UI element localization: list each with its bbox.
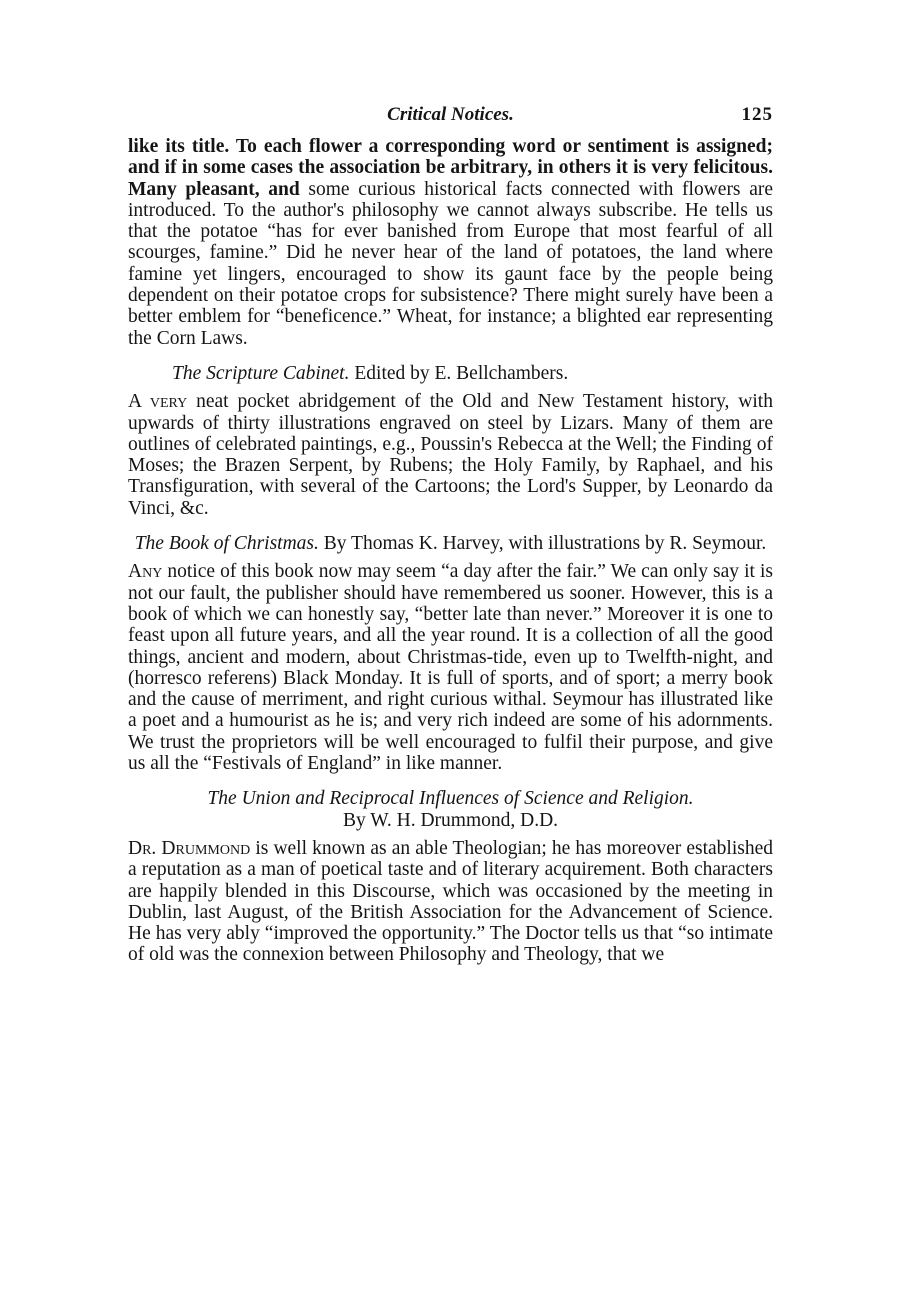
union-science-religion-body bbox=[128, 838, 773, 966]
book-of-christmas-byline: By Thomas K. Harvey, with illustrations by R. Seymour. bbox=[318, 533, 767, 555]
running-header bbox=[128, 100, 773, 136]
scripture-cabinet-editor: Edited by E. Bellchambers. bbox=[349, 362, 569, 384]
book-of-christmas-opening-word: Any bbox=[128, 561, 163, 583]
scripture-cabinet-text: neat pocket abridgement of the Old and New Testament history, with upwards of thirty illustrations engraved on steel by Lizars. Many of them are outlines of celebrated paintings, e.g., Poussin's Rebecca at the Well; the Finding of Moses; the Brazen Serpent, by Rubens; the Holy Family, by Raphael, and his Transfiguration, with several of the Cartoons; the Lord's Supper, by Leonardo da Vinci, &c. bbox=[128, 391, 773, 519]
book-of-christmas-title: The Book of Christmas. bbox=[134, 533, 319, 555]
union-science-religion-text: is well known as an able Theologian; he has moreover established a reputation as a man of poetical taste and of literary acquirement. Both characters are happily blended in this Discourse, which was occasioned by the meeting in Dublin, last August, of the British Association for the Advancement of Science. He has very ably “improved the opportunity.” The Doctor tells us that “so intimate of old was the connexion between Philosophy and Theology, that we bbox=[128, 837, 773, 966]
scripture-cabinet-heading bbox=[128, 363, 773, 384]
page bbox=[128, 100, 773, 966]
page-number: 125 bbox=[741, 104, 773, 125]
union-science-religion-heading bbox=[128, 788, 773, 831]
book-of-christmas-heading bbox=[128, 533, 773, 554]
running-title: Critical Notices. bbox=[387, 104, 514, 125]
union-science-religion-byline: By W. H. Drummond, D.D. bbox=[342, 809, 559, 831]
flowers-notice-body bbox=[128, 136, 773, 349]
book-of-christmas-body bbox=[128, 561, 773, 774]
union-science-religion-opening-word: Dr. Drummond bbox=[128, 837, 251, 859]
scripture-cabinet-title: The Scripture Cabinet. bbox=[172, 362, 350, 384]
flowers-notice-text: some curious historical facts connected with flowers are introduced. To the author's philosophy we cannot always subscribe. He tells us that the potatoe “has for ever banished from Europe that most fearful of all scourges, famine.” Did he never hear of the land of potatoes, the land where famine yet lingers, encouraged to show its gaunt face by the people being dependent on their potatoe crops for subsistence? There might surely have been a better emblem for “beneficence.” Wheat, for instance; a blighted ear representing the Corn Laws. bbox=[128, 178, 773, 349]
flowers-notice-bold-run: like its title. To each flower a corresponding word or sentiment is assigned; and if in some cases the association be arbitrary, in others it is very felicitous. Many pleasant, and bbox=[128, 136, 773, 200]
scripture-cabinet-opening-word: A very bbox=[128, 391, 188, 413]
scripture-cabinet-body bbox=[128, 391, 773, 519]
book-of-christmas-text: notice of this book now may seem “a day after the fair.” We can only say it is not our fault, the publisher should have remembered us sooner. However, this is a book of which we can honestly say, “better late than never.” Moreover it is one to feast upon all future years, and all the year round. It is a collection of all the good things, ancient and modern, about Christmas-tide, even up to Twelfth-night, and (horresco referens) Black Monday. It is full of sports, and of sport; a merry book and the cause of merriment, and right curious withal. Seymour has illustrated like a poet and a humourist as he is; and very rich indeed are some of his adornments. We trust the proprietors will be well encouraged to fulfil their purpose, and give us all the “Festivals of England” in like manner. bbox=[128, 561, 773, 775]
union-science-religion-title: The Union and Reciprocal Influences of Science and Religion. bbox=[207, 788, 694, 810]
